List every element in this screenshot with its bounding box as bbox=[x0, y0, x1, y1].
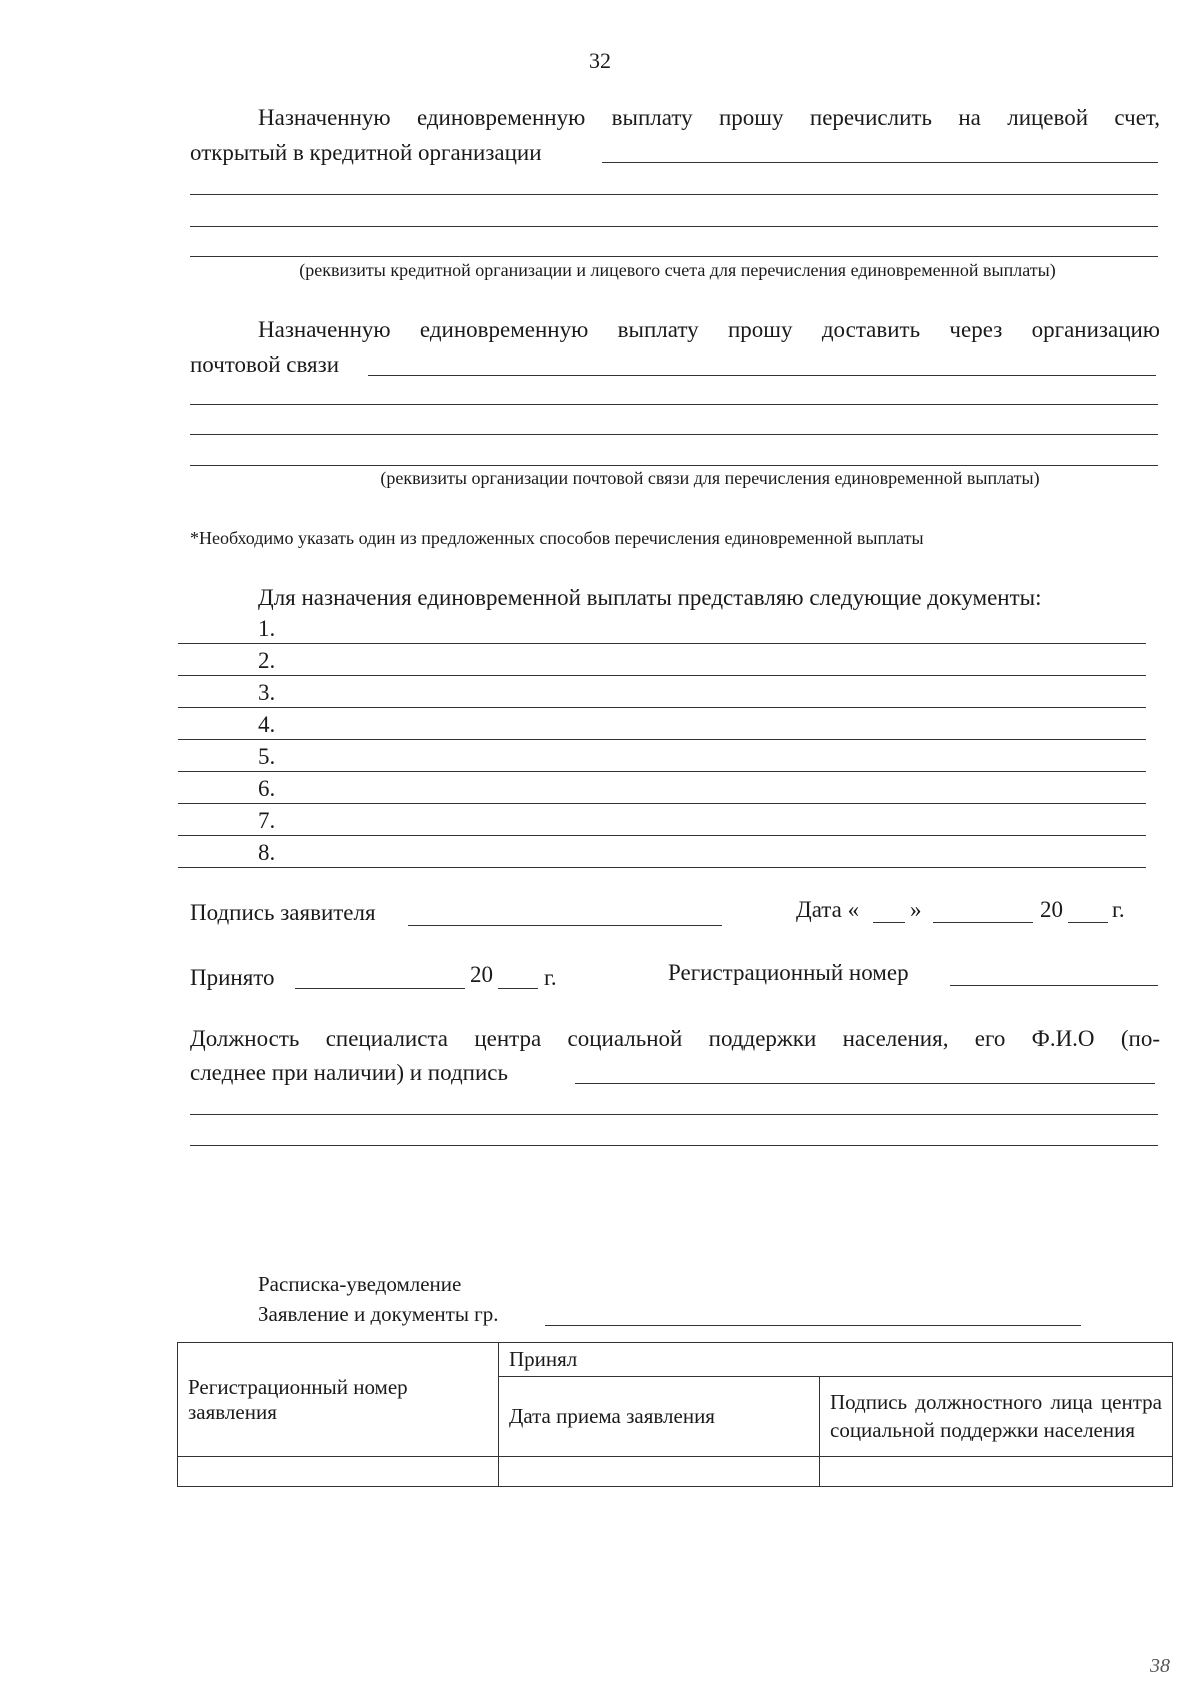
receipt-header-date: Дата приема заявления bbox=[499, 1377, 820, 1457]
document-line-6[interactable] bbox=[178, 803, 1146, 804]
credit-org-line-4[interactable] bbox=[190, 256, 1158, 257]
specialist-signature-line[interactable] bbox=[575, 1083, 1155, 1084]
receipt-header-accepted: Принял bbox=[499, 1343, 1173, 1377]
accepted-year-line[interactable] bbox=[498, 988, 538, 989]
specialist-line1: Должность специалиста центра социальной поддержки населения, его Ф.И.О (по- bbox=[190, 1026, 1160, 1051]
specialist-line-3[interactable] bbox=[190, 1145, 1158, 1146]
document-item-4: 4. bbox=[258, 712, 276, 737]
postal-org-line-2[interactable] bbox=[190, 404, 1158, 405]
date-year-line[interactable] bbox=[1068, 922, 1108, 923]
applicant-signature-label: Подпись заявителя bbox=[190, 900, 376, 925]
receipt-name-line[interactable] bbox=[545, 1325, 1081, 1326]
documents-heading: Для назначения единовременной выплаты представляю следующие документы: bbox=[258, 585, 1042, 610]
date-day-line[interactable] bbox=[873, 922, 905, 923]
receipt-subtitle: Заявление и документы гр. bbox=[258, 1302, 499, 1326]
accepted-year-prefix: 20 bbox=[470, 962, 493, 987]
date-month-line[interactable] bbox=[933, 922, 1033, 923]
document-line-3[interactable] bbox=[178, 707, 1146, 708]
document-line-1[interactable] bbox=[178, 643, 1146, 644]
receipt-cell-reg-number[interactable] bbox=[178, 1457, 499, 1487]
accepted-label: Принято bbox=[190, 965, 275, 990]
section1-caption: (реквизиты кредитной организации и лицевого счета для перечисления единовременной выплаты) bbox=[299, 260, 1056, 280]
accepted-date-line[interactable] bbox=[295, 988, 465, 989]
document-item-1: 1. bbox=[258, 616, 276, 641]
applicant-signature-line[interactable] bbox=[408, 925, 722, 926]
postal-org-line-4[interactable] bbox=[190, 465, 1158, 466]
document-item-7: 7. bbox=[258, 808, 276, 833]
postal-org-line-3[interactable] bbox=[190, 434, 1158, 435]
registration-number-line[interactable] bbox=[950, 985, 1158, 986]
section2-text-line1: Назначенную единовременную выплату прошу доставить через организацию bbox=[258, 317, 1160, 342]
document-item-5: 5. bbox=[258, 744, 276, 769]
receipt-cell-date[interactable] bbox=[499, 1457, 820, 1487]
document-item-8: 8. bbox=[258, 840, 276, 865]
document-line-5[interactable] bbox=[178, 771, 1146, 772]
credit-org-line-2[interactable] bbox=[190, 194, 1158, 195]
date-year-prefix: 20 bbox=[1040, 897, 1063, 922]
specialist-line-2[interactable] bbox=[190, 1114, 1158, 1115]
credit-org-line-3[interactable] bbox=[190, 226, 1158, 227]
document-item-3: 3. bbox=[258, 680, 276, 705]
page-number: 32 bbox=[589, 48, 611, 73]
section2-caption: (реквизиты организации почтовой связи для перечисления единовременной выплаты) bbox=[380, 468, 1040, 488]
receipt-title: Расписка-уведомление bbox=[258, 1272, 462, 1296]
document-item-6: 6. bbox=[258, 776, 276, 801]
receipt-cell-signature[interactable] bbox=[820, 1457, 1173, 1487]
accepted-year-suffix: г. bbox=[544, 965, 557, 990]
document-line-4[interactable] bbox=[178, 739, 1146, 740]
corner-mark: 38 bbox=[1150, 1655, 1170, 1677]
document-line-2[interactable] bbox=[178, 675, 1146, 676]
registration-number-label: Регистрационный номер bbox=[668, 960, 909, 985]
document-line-7[interactable] bbox=[178, 835, 1146, 836]
document-line-8[interactable] bbox=[178, 867, 1146, 868]
receipt-table bbox=[177, 1342, 1173, 1487]
date-close-quote: » bbox=[910, 897, 922, 922]
date-year-suffix: г. bbox=[1112, 897, 1125, 922]
receipt-header-reg-number: Регистрационный номер заявления bbox=[178, 1343, 499, 1457]
document-item-2: 2. bbox=[258, 648, 276, 673]
method-note: *Необходимо указать один из предложенных способов перечисления единовременной выплаты bbox=[190, 528, 924, 548]
section1-text-line2: открытый в кредитной организации bbox=[190, 140, 542, 165]
specialist-line2: следнее при наличии) и подпись bbox=[190, 1060, 508, 1085]
section1-text-line1: Назначенную единовременную выплату прошу перечислить на лицевой счет, bbox=[258, 105, 1160, 130]
section2-text-line2: почтовой связи bbox=[190, 352, 340, 377]
date-label: Дата « bbox=[796, 897, 860, 922]
postal-org-line[interactable] bbox=[368, 375, 1156, 376]
credit-org-line[interactable] bbox=[602, 162, 1158, 163]
receipt-header-signature: Подпись должностного лица центра социальной поддержки населения bbox=[820, 1377, 1173, 1457]
